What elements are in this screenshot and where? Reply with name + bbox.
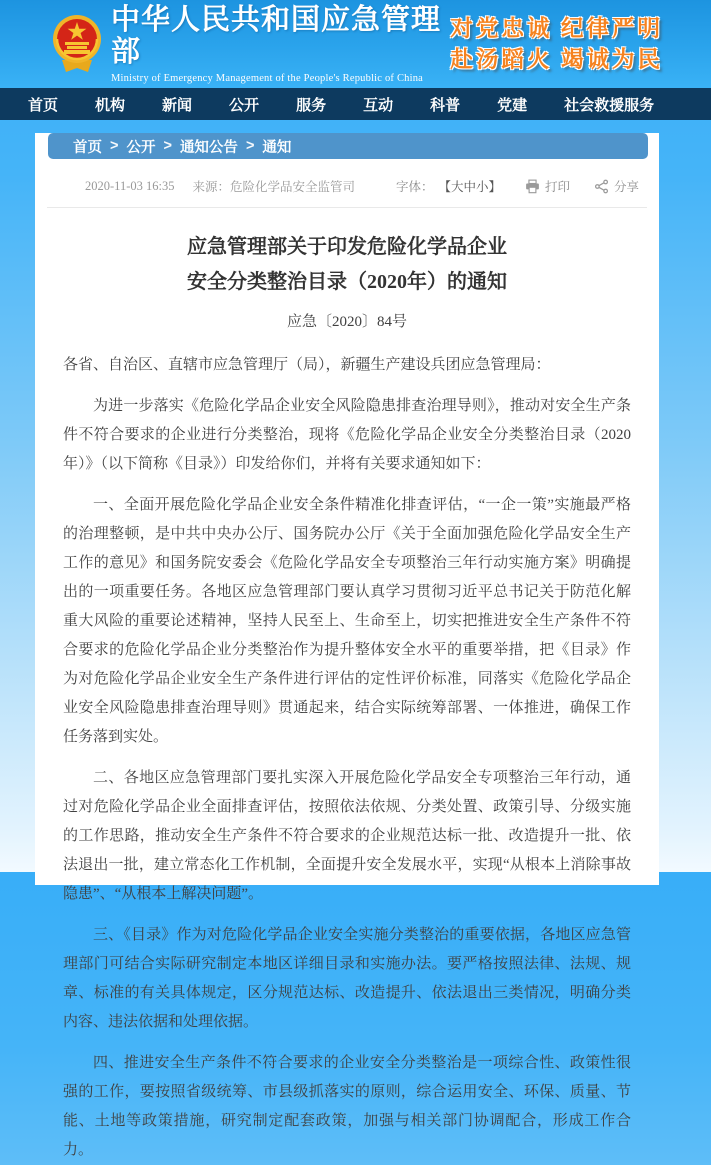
share-icon <box>594 179 609 194</box>
nav-item-news[interactable]: 新闻 <box>162 96 193 114</box>
breadcrumb <box>48 133 648 159</box>
article-source: 来源：危险化学品安全监管司 <box>192 180 355 194</box>
site-header <box>0 0 711 88</box>
ministry-name: 中华人民共和国应急管理部 <box>111 4 442 68</box>
nav-item-home[interactable]: 首页 <box>28 96 59 114</box>
article-title <box>63 230 631 300</box>
header-logo[interactable] <box>52 4 450 84</box>
printer-icon <box>525 179 540 194</box>
article-paragraph: 一、全面开展危险化学品企业安全条件精准化排查评估，“一企一策”实施最严格的治理整顿，是中共中央办公厅、国务院办公厅《关于全面加强危险化学品安全生产工作的意见》和国务院安委会《危险化学品安全专项整治三年行动实施方案》明确提出的一项重要任务。各地区应急管理部门要认真学习贯彻习近平总书记关于防范化解重大风险的重要论述精神，坚持人民至上、生命至上，切实把推进安全生产条件不符合要求的危险化学品企业分类整治作为提升整体安全水平的重要举措，把《目录》作为对危险化学品企业安全生产条件进行评估的定性评价标准，同落实《危险化学品企业安全风险隐患排查治理导则》贯通起来，结合实际统筹部署、一体推进，确保工作任务落到实处。 <box>63 497 631 745</box>
header-slogan <box>450 13 663 75</box>
nav-item-social-rescue-services[interactable]: 社会救援服务 <box>564 96 655 114</box>
print-button[interactable] <box>525 177 570 195</box>
slogan-line-2: 赴汤蹈火 竭诚为民 <box>450 47 663 72</box>
breadcrumb-current-page: 通知 <box>262 139 292 156</box>
main-nav <box>0 88 711 120</box>
article-body <box>35 208 659 1165</box>
article-meta-bar <box>47 159 647 208</box>
font-size-label: 字体： <box>395 180 434 194</box>
breadcrumb-link-notices[interactable]: 通知公告 <box>179 139 238 156</box>
nav-item-interaction[interactable]: 互动 <box>363 96 394 114</box>
nav-item-organization[interactable]: 机构 <box>95 96 126 114</box>
breadcrumb-link-home[interactable]: 首页 <box>73 139 102 156</box>
nav-item-party-building[interactable]: 党建 <box>497 96 528 114</box>
article-paragraph: 三、《目录》作为对危险化学品企业安全实施分类整治的重要依据，各地区应急管理部门可结合实际研究制定本地区详细目录和实施办法。要严格按照法律、法规、规章、标准的有关具体规定，区分规范达标、改造提升、依法退出三类情况，明确分类内容、违法依据和处理依据。 <box>63 927 631 1030</box>
national-emblem-icon <box>52 12 102 76</box>
slogan-line-1: 对党忠诚 纪律严明 <box>450 16 663 41</box>
document-number: 应急〔2020〕84号 <box>286 314 407 330</box>
content-panel <box>35 133 659 1158</box>
breadcrumb-separator: > <box>163 138 172 154</box>
breadcrumb-separator: > <box>245 138 255 154</box>
article-paragraph: 四、推进安全生产条件不符合要求的企业安全分类整治是一项综合性、政策性很强的工作，要按照省级统筹、市县级抓落实的原则，综合运用安全、环保、质量、节能、土地等政策措施，研究制定配套政策，加强与相关部门协调配合，形成工作合力。 <box>63 1055 631 1158</box>
article-paragraph: 二、各地区应急管理部门要扎实深入开展危险化学品安全专项整治三年行动，通过对危险化学品企业全面排查评估，按照依法依规、分类处置、政策引导、分级实施的工作思路，推动安全生产条件不符合要求的企业规范达标一批、改造提升一批、依法退出一批，建立常态化工作机制，全面提升安全发展水平，实现“从根本上消除事故隐患”、“从根本上解决问题”。 <box>63 770 631 902</box>
share-label: 分享 <box>613 180 639 194</box>
share-button[interactable] <box>594 177 639 195</box>
article-title-line-1: 应急管理部关于印发危险化学品企业 <box>187 236 507 258</box>
article-salutation: 各省、自治区、直辖市应急管理厅（局），新疆生产建设兵团应急管理局： <box>63 357 551 373</box>
nav-item-services[interactable]: 服务 <box>296 96 327 114</box>
article-title-line-2: 安全分类整治目录（2020年）的通知 <box>187 271 507 293</box>
font-size-control[interactable]: 【大中小】 <box>438 180 501 194</box>
nav-item-science[interactable]: 科普 <box>430 96 461 114</box>
print-label: 打印 <box>544 180 570 194</box>
article-paragraph: 为进一步落实《危险化学品企业安全风险隐患排查治理导则》，推动对安全生产条件不符合要求的企业进行分类整治，现将《危险化学品企业安全分类整治目录（2020年）》（以下简称《目录》）印发给你们，并将有关要求通知如下： <box>63 398 631 472</box>
ministry-name-en: Ministry of Emergency Management of the People's Republic of China <box>111 73 424 84</box>
breadcrumb-link-disclosure[interactable]: 公开 <box>126 139 156 156</box>
publish-date: 2020-11-03 16:35 <box>85 178 175 193</box>
breadcrumb-separator: > <box>110 138 119 154</box>
nav-item-disclosure[interactable]: 公开 <box>229 96 260 114</box>
